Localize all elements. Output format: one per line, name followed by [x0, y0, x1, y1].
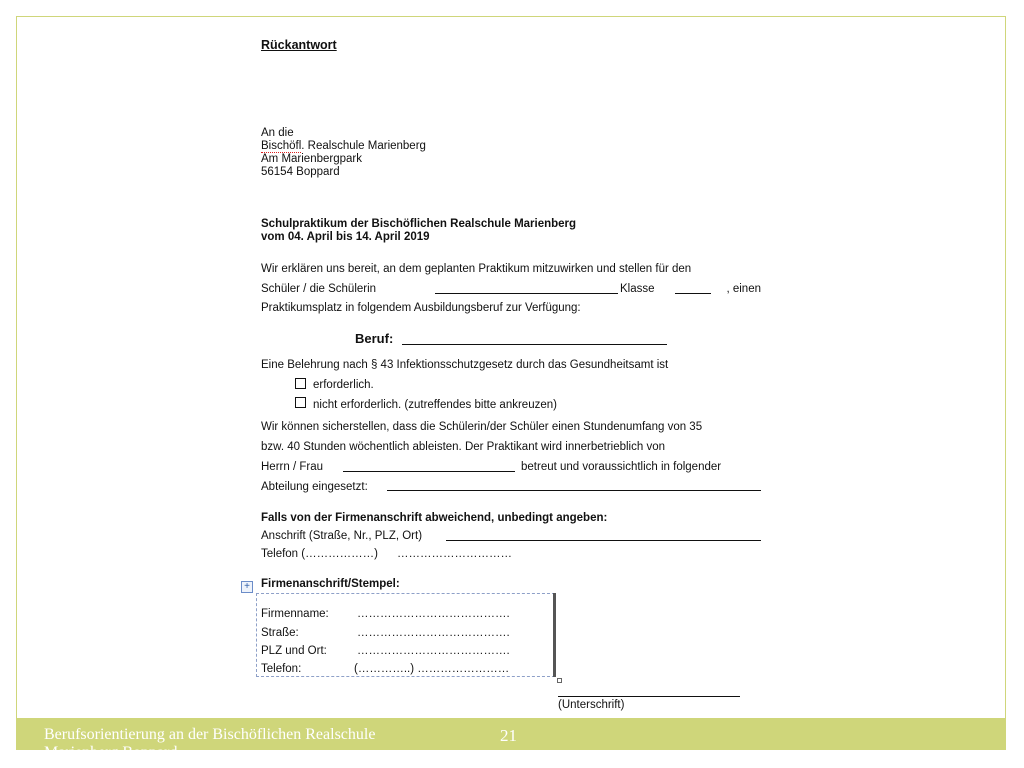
table-resize-handle[interactable] — [557, 678, 562, 683]
checkbox-icon[interactable] — [295, 378, 306, 389]
stamp-row-value: …………………………………. — [357, 627, 510, 639]
para2-line-2: bzw. 40 Stunden wöchentlich ableisten. Der Praktikant wird innerbetrieblich von — [261, 441, 665, 453]
para2-line-1: Wir können sicherstellen, dass die Schülerin/der Schüler einen Stundenumfang von 35 — [261, 421, 703, 433]
para1-line-2-c: , einen — [726, 283, 761, 295]
page-number: 21 — [500, 726, 517, 745]
belehrung-text: Eine Belehrung nach § 43 Infektionsschutzgesetz durch das Gesundheitsamt ist — [261, 359, 669, 371]
para2-line-3-a: Herrn / Frau — [261, 461, 323, 473]
address-line-1: An die — [261, 127, 294, 139]
anschrift-line — [446, 540, 761, 541]
address-line-2-b: . Realschule Marienberg — [301, 140, 426, 152]
alt-address-telefon-dots: ………………………… — [397, 548, 512, 560]
alt-address-heading: Falls von der Firmenanschrift abweichend, unbedingt angeben: — [261, 512, 608, 524]
stamp-row-label: PLZ und Ort: — [261, 645, 327, 657]
signature-line — [558, 696, 740, 697]
alt-address-anschrift: Anschrift (Straße, Nr., PLZ, Ort) — [261, 530, 423, 542]
address-line-2 — [261, 139, 426, 153]
stamp-row-value: …………………………………. — [357, 645, 510, 657]
option-nicht-erforderlich: nicht erforderlich. (zutreffendes bitte ankreuzen) — [313, 399, 557, 411]
stamp-box-right-border — [553, 593, 556, 677]
move-icon[interactable]: + — [241, 581, 253, 593]
stamp-row-value: …………………………………. — [357, 608, 510, 620]
para1-line-1: Wir erklären uns bereit, an dem geplanten Praktikum mitzuwirken und stellen für den — [261, 263, 692, 275]
schueler-name-line — [435, 293, 618, 294]
footer-text: Berufsorientierung an der Bischöflichen Realschule Marienberg Boppard — [44, 726, 376, 761]
address-line-2-a: Bischöfl — [261, 140, 302, 152]
address-line-3: Am Marienbergpark — [261, 153, 362, 165]
stamp-row-label: Firmenname: — [261, 608, 329, 620]
address-line-4: 56154 Boppard — [261, 166, 340, 178]
para2-line-3-b: betreut und voraussichtlich in folgender — [521, 461, 722, 473]
alt-address-telefon-label: Telefon (………………) — [261, 548, 378, 560]
para2-line-4: Abteilung eingesetzt: — [261, 481, 368, 493]
para1-line-2-a: Schüler / die Schülerin — [261, 283, 377, 295]
signature-label: (Unterschrift) — [558, 699, 625, 711]
document-title: Rückantwort — [261, 38, 337, 52]
para1-line-3: Praktikumsplatz in folgendem Ausbildungsberuf zur Verfügung: — [261, 302, 581, 314]
slide-footer — [16, 718, 1006, 761]
beruf-label: Beruf: — [355, 331, 394, 346]
option-erforderlich: erforderlich. — [313, 379, 374, 391]
stamp-row-label: Straße: — [261, 627, 299, 639]
subject-line-1: Schulpraktikum der Bischöflichen Realschule Marienberg — [261, 218, 577, 230]
klasse-line — [675, 293, 711, 294]
checkbox-icon[interactable] — [295, 397, 306, 408]
stamp-row-label: Telefon: — [261, 663, 302, 675]
stamp-heading: Firmenanschrift/Stempel: — [261, 578, 400, 590]
stamp-row-value: (…………..) …………………… — [354, 663, 510, 675]
beruf-line — [402, 344, 667, 345]
betreuer-line — [343, 471, 515, 472]
subject-line-2: vom 04. April bis 14. April 2019 — [261, 231, 430, 243]
para1-line-2-b: Klasse — [620, 283, 655, 295]
abteilung-line — [387, 490, 761, 491]
